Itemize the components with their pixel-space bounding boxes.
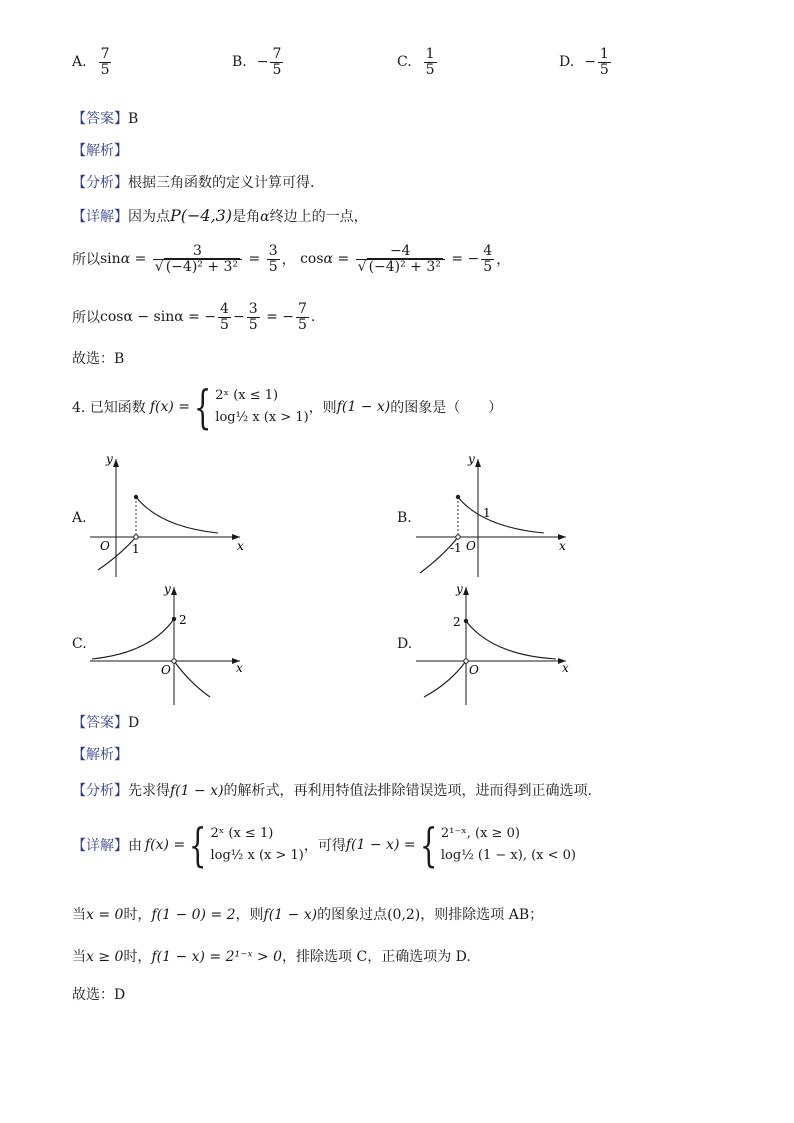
text: 的图象过点 <box>317 907 388 923</box>
xiangjie-tag: 【详解】 <box>72 209 128 225</box>
q3-analysis-tag: 【解析】 <box>72 143 128 159</box>
curve-left <box>424 661 466 697</box>
y-label: y <box>468 455 475 466</box>
comma: ， <box>281 252 301 269</box>
option-d-sign: − <box>584 54 596 70</box>
case-1: 2ˣ (x ≤ 1) <box>215 388 279 403</box>
origin-label: O <box>100 539 110 553</box>
f1mx: f(1 − x) <box>336 399 391 415</box>
option-d-letter: D. <box>559 54 575 70</box>
option-a-letter: A. <box>72 54 87 70</box>
fenxi-text: 根据三角函数的定义计算可得. <box>128 175 315 191</box>
q3-guxuan: 故选：B <box>72 351 125 367</box>
f1mx: f(1 − x) <box>263 907 318 923</box>
option-b-label: B. <box>397 510 412 526</box>
x-label: x <box>562 661 569 675</box>
y-arrow <box>463 587 469 595</box>
expr: f(1 − 0) = 2 <box>151 907 236 923</box>
option-c-letter: C. <box>397 54 412 70</box>
x-label: x <box>237 539 244 553</box>
fx-label: f(x) = <box>145 837 186 853</box>
diff-expr: cosα − sinα = − <box>100 309 217 326</box>
case-4: log½ (1 − x), (x < 0) <box>440 848 577 863</box>
open-dot <box>464 659 468 663</box>
open-dot <box>172 659 176 663</box>
cos-frac: $\frac{-4}{\text{√ (−4)² + 3²}}$ <box>356 244 445 274</box>
x-label: x <box>236 661 243 675</box>
piecewise-fx <box>210 823 303 867</box>
text: 因为点 <box>128 209 170 225</box>
q4-stem <box>72 380 503 434</box>
q4-analysis-tag: 【解析】 <box>72 747 128 763</box>
text: ，排除选项 C，正确选项为 D. <box>282 949 471 965</box>
eq: = − <box>261 309 294 326</box>
open-dot <box>134 535 138 539</box>
solid-dot <box>464 619 468 623</box>
frac-4-5: $\frac{4}{5}$ <box>220 301 229 333</box>
piecewise-cases <box>215 385 308 429</box>
option-c-label: C. <box>72 636 87 652</box>
graph-b <box>416 455 576 580</box>
solid-dot <box>456 495 460 499</box>
q3-xiangjie-line2 <box>72 244 510 274</box>
text: 先求得 <box>128 783 170 799</box>
stem-text: 的图象是（ ） <box>390 400 503 416</box>
origin-label: O <box>161 663 171 677</box>
q4-guxuan: 故选：D <box>72 987 126 1003</box>
origin-label: O <box>466 539 476 553</box>
eq: = <box>244 251 265 268</box>
tick-label: 2 <box>453 615 461 629</box>
sin-result: $\frac{3}{5}$ <box>268 243 278 275</box>
option-c-frac: $\frac{1}{5}$ <box>425 45 435 78</box>
solid-dot <box>172 617 176 621</box>
text: ，则排除选项 AB； <box>420 907 544 923</box>
graph-a <box>90 455 250 580</box>
graph-d <box>416 583 576 708</box>
option-b-sign: − <box>256 54 269 70</box>
q3-xiangjie-line1 <box>72 206 368 226</box>
alpha: α <box>260 209 270 225</box>
case-3: 2¹⁻ˣ, (x ≥ 0) <box>440 826 520 841</box>
curve-right <box>458 497 544 533</box>
eq: = <box>399 837 416 853</box>
case-1: 2ˣ (x ≤ 1) <box>210 826 274 841</box>
x-label: x <box>559 539 566 553</box>
tick-label: -1 <box>450 541 462 555</box>
fx-label: f(x) = <box>149 399 190 415</box>
option-d-frac: $\frac{1}{5}$ <box>599 45 609 78</box>
stem-text: 4. 已知函数 <box>72 400 146 416</box>
q4-answer <box>72 712 139 732</box>
alpha: α <box>120 251 131 268</box>
period: . <box>310 309 316 326</box>
cos-label: cos <box>300 251 324 268</box>
q3-answer <box>72 108 138 128</box>
curve-right <box>174 661 210 697</box>
text: ，则 <box>235 907 264 923</box>
y-arrow <box>113 459 119 467</box>
curve-right <box>136 497 218 533</box>
sin-frac: $\frac{3}{\text{√ (−4)² + 3²}}$ <box>153 244 242 274</box>
text: 的解析式，再利用特值法排除错误选项，进而得到正确选项. <box>223 783 592 799</box>
expr: f(1 − x) = 2¹⁻ˣ > 0 <box>151 949 283 965</box>
text: 当 <box>72 949 86 965</box>
option-b-letter: B. <box>232 54 247 70</box>
cond: x ≥ 0 <box>86 949 124 965</box>
curve-left <box>92 619 174 659</box>
text: 终边上的一点， <box>269 209 368 225</box>
alpha: α <box>323 251 333 268</box>
answer-tag: 【答案】 <box>72 715 128 731</box>
text: ，可得 <box>303 838 346 854</box>
fenxi-tag: 【分析】 <box>72 783 128 799</box>
origin-label: O <box>469 663 479 677</box>
option-b <box>232 47 285 77</box>
eq: = <box>130 251 151 268</box>
y-label: y <box>456 583 463 596</box>
f1mx: f(1 − x) <box>170 783 224 799</box>
q4-fenxi <box>72 780 592 800</box>
q4-xiangjie <box>72 818 577 872</box>
point-p: P(−4,3) <box>170 206 233 225</box>
fenxi-tag: 【分析】 <box>72 175 128 191</box>
case-2: log½ x (x > 1) <box>210 848 304 863</box>
tick-label: 1 <box>132 542 140 556</box>
answer-tag: 【答案】 <box>72 111 128 127</box>
sin-label: sin <box>100 251 121 268</box>
option-c <box>397 47 439 77</box>
point: (0,2) <box>387 907 421 923</box>
option-d <box>559 47 613 77</box>
cond: x = 0 <box>86 907 124 923</box>
frac-3-5: $\frac{3}{5}$ <box>248 301 258 333</box>
text: 时， <box>123 907 152 923</box>
text: 时， <box>123 949 152 965</box>
eq: = <box>333 251 354 268</box>
brace: { <box>193 380 212 434</box>
eq: = − <box>446 251 480 268</box>
text: 当 <box>72 907 86 923</box>
brace: { <box>419 818 438 872</box>
text: 所以 <box>72 252 100 269</box>
stem-text: ，则 <box>308 400 337 416</box>
text: 由 <box>128 838 142 854</box>
cos-result: $\frac{4}{5}$ <box>483 243 493 275</box>
text: 所以 <box>72 310 100 327</box>
option-b-frac: $\frac{7}{5}$ <box>272 45 282 78</box>
piecewise-f1mx <box>441 823 576 867</box>
minus: − <box>232 309 245 326</box>
tick-label: 2 <box>179 613 187 627</box>
y-label: y <box>106 455 113 466</box>
q4-line-xge0 <box>72 946 471 966</box>
comma: ， <box>496 252 511 269</box>
graph-c <box>90 583 250 708</box>
xiangjie-tag: 【详解】 <box>72 838 128 854</box>
solid-dot <box>134 495 138 499</box>
tick-label-2: 1 <box>483 506 491 520</box>
option-d-label: D. <box>397 636 413 652</box>
option-a-frac: $\frac{7}{5}$ <box>100 45 110 78</box>
brace: { <box>189 818 207 872</box>
y-arrow <box>475 459 481 467</box>
q4-line-x0 <box>72 904 543 924</box>
case-2: log½ x (x > 1) <box>215 410 309 425</box>
text: 是角 <box>232 209 261 225</box>
frac-7-5: $\frac{7}{5}$ <box>298 301 307 333</box>
y-label: y <box>164 583 171 596</box>
f1mx: f(1 − x) <box>345 837 400 853</box>
option-a <box>72 47 113 77</box>
q3-fenxi <box>72 172 314 192</box>
y-arrow <box>171 587 177 595</box>
option-a-label: A. <box>72 510 87 526</box>
answer-value: D <box>128 715 140 731</box>
answer-value: B <box>128 111 139 127</box>
q3-xiangjie-line3 <box>72 302 315 332</box>
open-dot <box>456 535 460 539</box>
curve-right <box>466 621 556 659</box>
